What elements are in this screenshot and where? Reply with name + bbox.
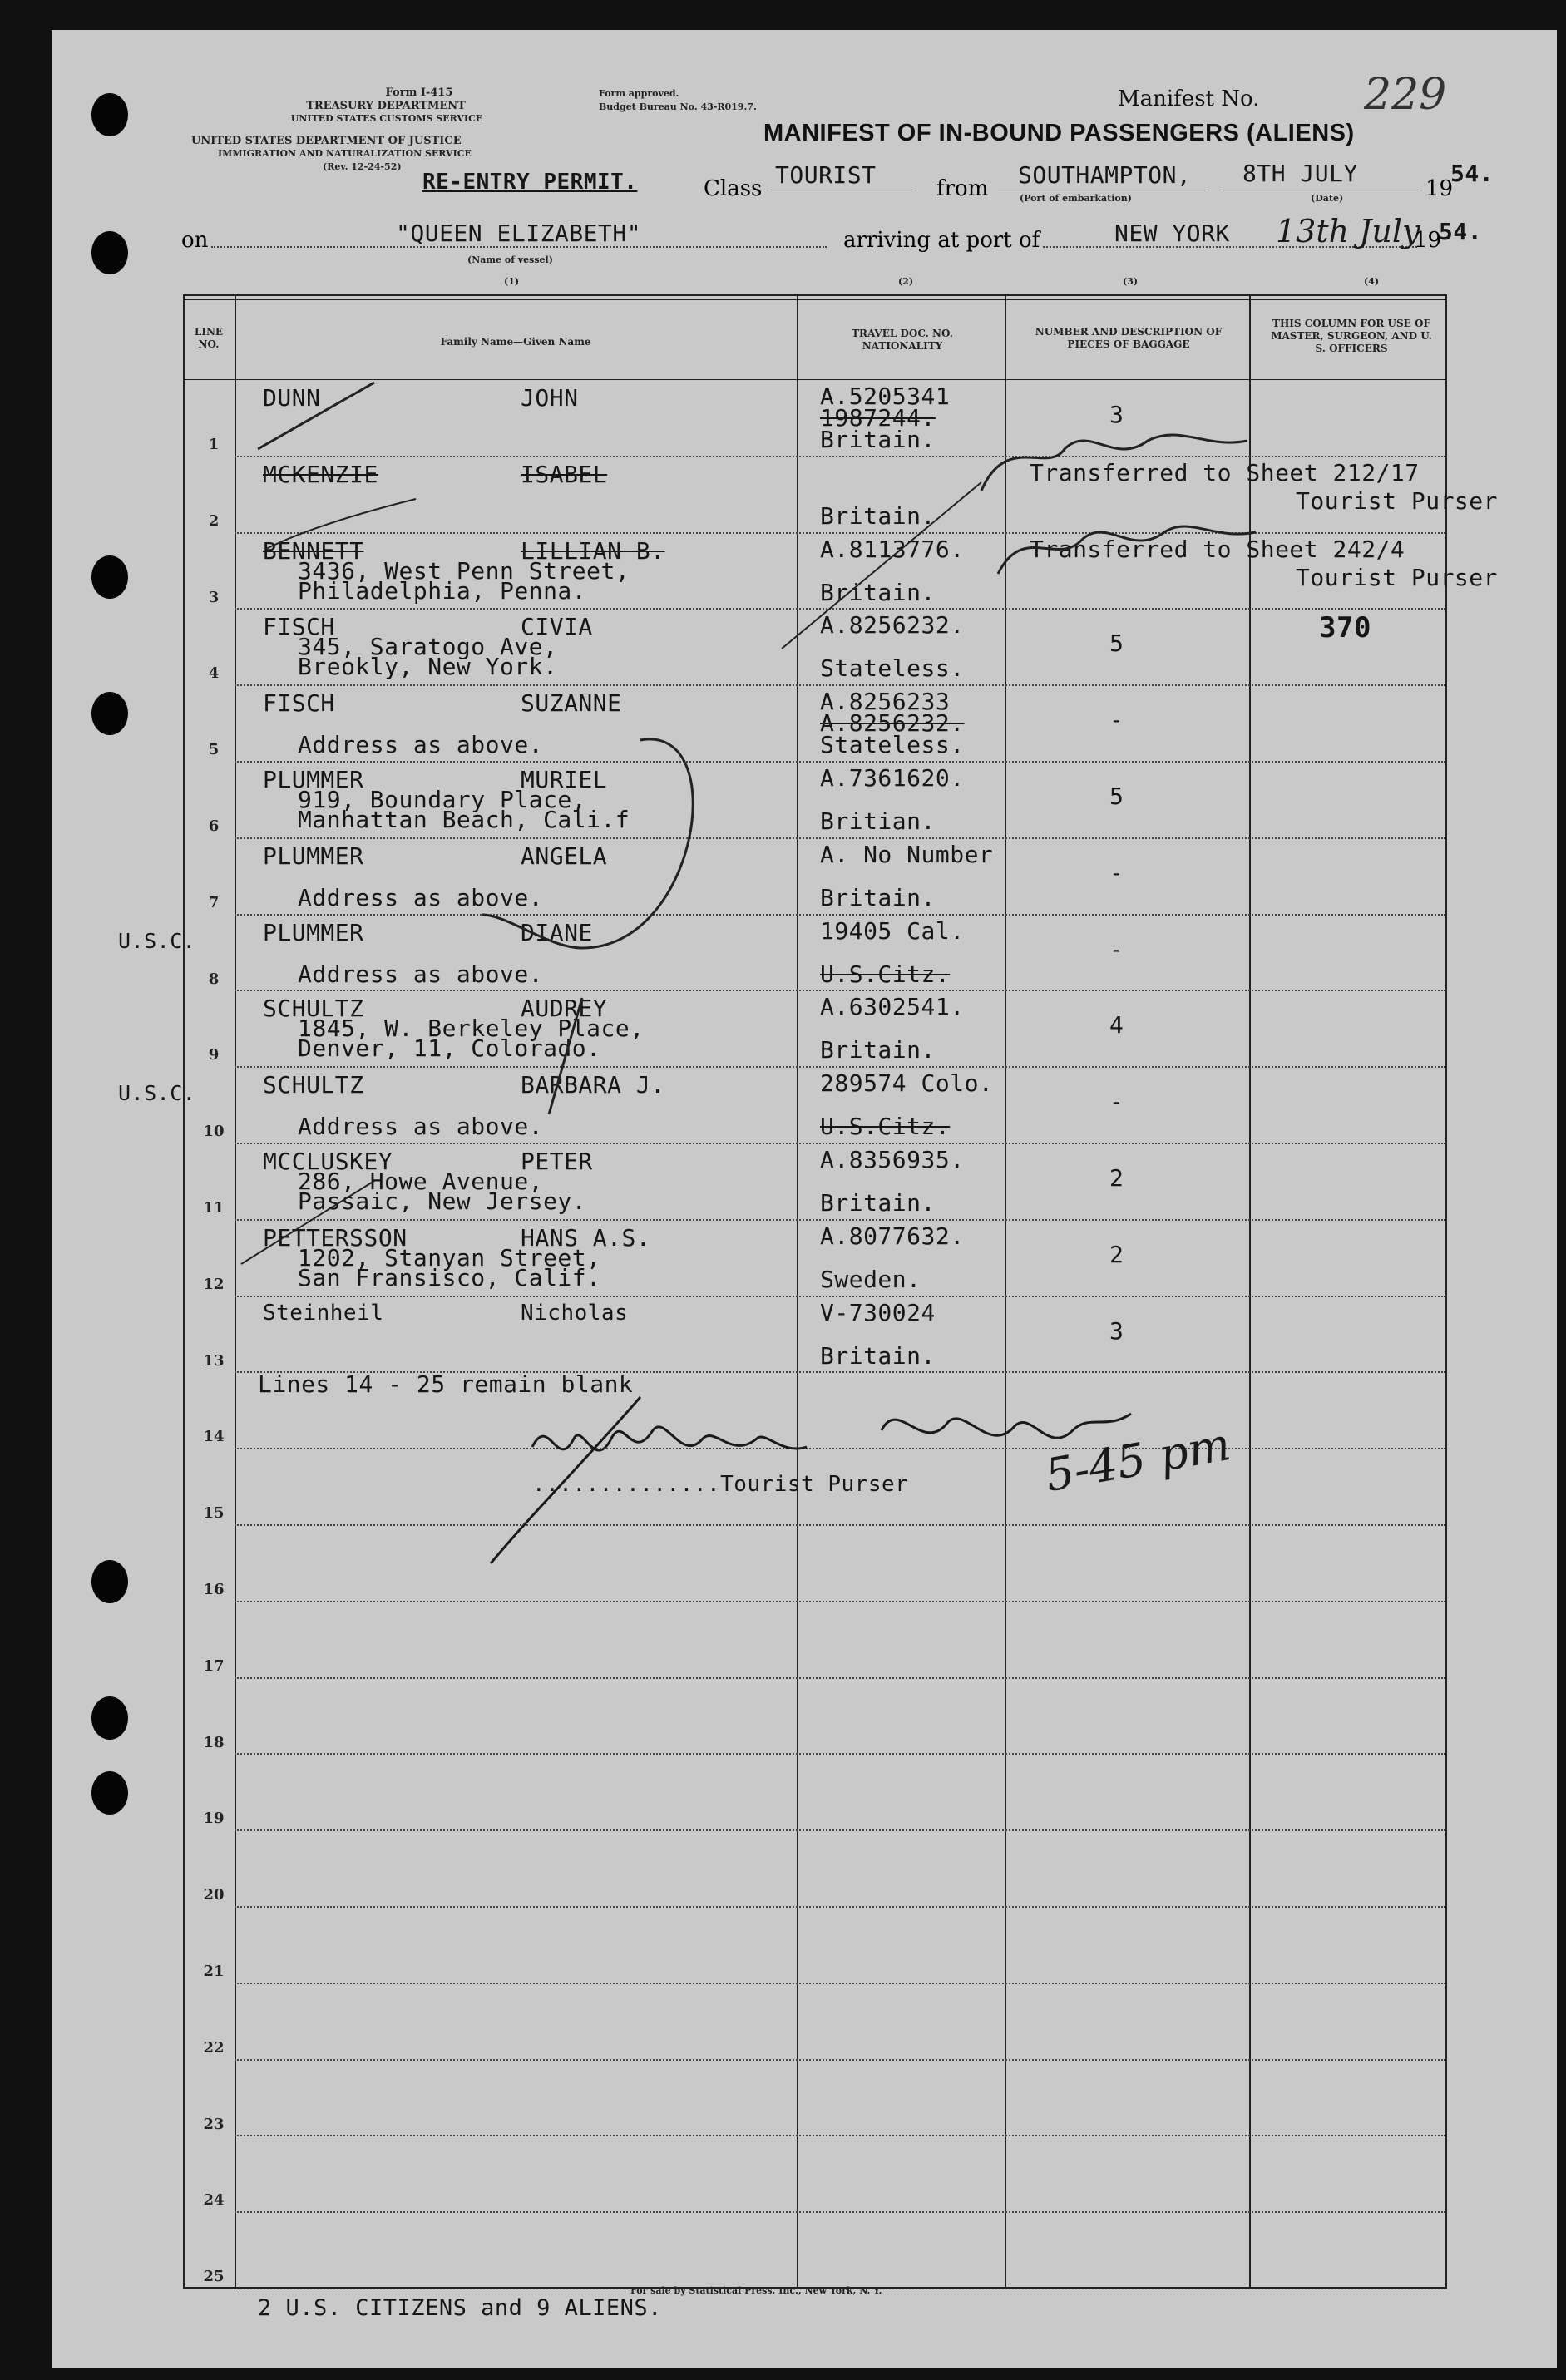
line-number: 12 bbox=[203, 1275, 225, 1293]
form-number: Form I-415 bbox=[385, 86, 453, 99]
manifest-title: MANIFEST OF IN-BOUND PASSENGERS (ALIENS) bbox=[763, 120, 1355, 146]
port-embarkation-caption: (Port of embarkation) bbox=[1020, 193, 1132, 204]
time-note: 5-45 pm bbox=[1041, 1418, 1235, 1502]
family-name: PLUMMER bbox=[263, 766, 364, 793]
family-name: PETTERSSON bbox=[263, 1223, 408, 1252]
punch-hole bbox=[91, 93, 128, 136]
line-number: 15 bbox=[203, 1504, 225, 1523]
line-number: 11 bbox=[203, 1199, 225, 1217]
row-separator bbox=[235, 2211, 1445, 2213]
manifest-no-label: Manifest No. bbox=[1118, 86, 1260, 111]
treasury-dept: TREASURY DEPARTMENT bbox=[306, 100, 466, 112]
col-header-line-no: LINE NO. bbox=[194, 326, 224, 350]
given-name: SUZANNE bbox=[521, 689, 622, 718]
nationality: U.S.Citz. bbox=[820, 1113, 951, 1141]
punch-hole bbox=[91, 555, 128, 599]
punch-hole bbox=[91, 1560, 128, 1603]
line-number: 21 bbox=[203, 1963, 225, 1980]
col-marker-2: (2) bbox=[898, 276, 914, 287]
from-value: SOUTHAMPTON, bbox=[1018, 161, 1192, 189]
travel-doc-number: A.8356935. bbox=[820, 1146, 965, 1173]
given-name: HANS A.S. bbox=[521, 1223, 651, 1252]
col-marker-4: (4) bbox=[1364, 276, 1380, 287]
col-header-travel-doc: TRAVEL DOC. NO. NATIONALITY bbox=[852, 328, 953, 352]
travel-doc-number: A.8256233 bbox=[820, 688, 951, 716]
vessel-name: "QUEEN ELIZABETH" bbox=[396, 220, 642, 247]
line-number: 19 bbox=[203, 1810, 225, 1828]
line-number: 7 bbox=[208, 893, 220, 911]
given-name: AUDREY bbox=[521, 995, 608, 1023]
class-value: TOURIST bbox=[775, 161, 877, 189]
line-number: 13 bbox=[203, 1351, 225, 1370]
family-name: Steinheil bbox=[263, 1300, 384, 1326]
punch-hole bbox=[91, 1771, 128, 1815]
address-line-2: Breokly, New York. bbox=[298, 653, 558, 681]
address-line-2: Denver, 11, Colorado. bbox=[298, 1034, 601, 1063]
address-line-2: Address as above. bbox=[298, 960, 544, 988]
arriving-label: arriving at port of bbox=[843, 228, 1040, 253]
family-name: FISCH bbox=[263, 689, 335, 718]
col-header-baggage: NUMBER AND DESCRIPTION OF PIECES OF BAGGAGE bbox=[1035, 326, 1223, 350]
form-approved: Form approved. bbox=[599, 88, 679, 99]
address-line-1: 3436, West Penn Street, bbox=[298, 556, 630, 585]
purser-note: Tourist Purser bbox=[1296, 563, 1499, 591]
purser-note: Tourist Purser bbox=[1296, 486, 1499, 515]
family-name: PLUMMER bbox=[263, 842, 364, 870]
year-prefix-2: 19 bbox=[1414, 228, 1442, 253]
address-line-1: 1202, Stanyan Street, bbox=[298, 1243, 601, 1271]
travel-doc-number: A.8113776. bbox=[820, 535, 965, 563]
nationality: Britain. bbox=[820, 501, 936, 530]
reentry-permit: RE-ENTRY PERMIT. bbox=[422, 170, 638, 195]
transfer-note: Transferred to Sheet 212/17 bbox=[1030, 458, 1420, 486]
punch-hole bbox=[91, 231, 128, 274]
line-number: 4 bbox=[208, 664, 220, 683]
col-marker-1: (1) bbox=[504, 276, 520, 287]
line-number: 5 bbox=[208, 741, 220, 759]
row-separator bbox=[235, 1753, 1445, 1755]
year-suffix: 54. bbox=[1450, 160, 1494, 187]
line-number: 14 bbox=[203, 1428, 225, 1446]
year-prefix: 19 bbox=[1425, 176, 1454, 201]
us-citizen-margin-mark: U.S.C. bbox=[118, 928, 196, 953]
ins-service: IMMIGRATION AND NATURALIZATION SERVICE bbox=[218, 148, 472, 159]
nationality: Britain. bbox=[820, 426, 936, 453]
baggage-count: 5 bbox=[1109, 783, 1124, 810]
col-header-name: Family Name—Given Name bbox=[440, 336, 591, 348]
family-name: BENNETT bbox=[263, 536, 364, 565]
travel-doc-number: 289574 Colo. bbox=[820, 1069, 994, 1098]
punch-hole bbox=[91, 692, 128, 735]
family-name: FISCH bbox=[263, 613, 335, 641]
transfer-note: Transferred to Sheet 242/4 bbox=[1030, 535, 1405, 563]
baggage-count: 2 bbox=[1109, 1240, 1124, 1268]
travel-doc-number: A.8077632. bbox=[820, 1222, 965, 1250]
table-right-border bbox=[1445, 294, 1447, 2287]
travel-doc-struck: A.8256232. bbox=[820, 709, 965, 738]
nationality: Britain. bbox=[820, 1189, 936, 1217]
given-name: MURIEL bbox=[521, 766, 608, 793]
col-header-officers: THIS COLUMN FOR USE OF MASTER, SURGEON, AND U. S. OFFICERS bbox=[1271, 318, 1432, 354]
printer-credit: For sale by Statistical Press, Inc., New York, N. Y. bbox=[630, 2285, 882, 2296]
nationality: Britain. bbox=[820, 578, 936, 606]
nationality: Stateless. bbox=[820, 731, 965, 759]
blank-lines-note: Lines 14 - 25 remain blank bbox=[258, 1370, 634, 1398]
punch-hole bbox=[91, 1696, 128, 1740]
family-name: SCHULTZ bbox=[263, 995, 364, 1023]
address-line-2: Address as above. bbox=[298, 731, 544, 759]
row-separator bbox=[235, 1983, 1445, 1984]
address-line-2: Address as above. bbox=[298, 1113, 544, 1141]
nationality: Britain. bbox=[820, 883, 936, 911]
family-name: DUNN bbox=[263, 384, 321, 412]
row-separator bbox=[235, 1829, 1445, 1831]
given-name: ISABEL bbox=[521, 460, 608, 488]
address-line-1: 1845, W. Berkeley Place, bbox=[298, 1015, 645, 1043]
passenger-total: 2 U.S. CITIZENS and 9 ALIENS. bbox=[258, 2295, 662, 2321]
line-number: 9 bbox=[208, 1046, 220, 1064]
line-number: 1 bbox=[208, 436, 220, 453]
line-number: 24 bbox=[203, 2191, 225, 2210]
row-separator bbox=[235, 1906, 1445, 1908]
given-name: JOHN bbox=[521, 384, 579, 412]
baggage-count: 3 bbox=[1109, 401, 1124, 428]
line-number: 2 bbox=[208, 511, 220, 530]
table-top-border bbox=[183, 294, 1447, 296]
nationality: Britian. bbox=[820, 807, 936, 835]
address-line-2: San Fransisco, Calif. bbox=[298, 1263, 601, 1291]
row-separator bbox=[235, 1601, 1445, 1602]
family-name: MCKENZIE bbox=[263, 460, 378, 488]
baggage-count: - bbox=[1109, 1088, 1124, 1116]
officer-note: 370 bbox=[1319, 611, 1371, 645]
nationality: Britain. bbox=[820, 1036, 936, 1064]
nationality: Sweden. bbox=[820, 1265, 921, 1293]
row-separator bbox=[235, 2059, 1445, 2061]
nationality: U.S.Citz. bbox=[820, 960, 951, 988]
family-name: PLUMMER bbox=[263, 918, 364, 946]
address-line-2: Passaic, New Jersey. bbox=[298, 1188, 587, 1215]
line-number: 22 bbox=[203, 2038, 225, 2057]
address-line-2: Manhattan Beach, Cali.f bbox=[298, 806, 630, 833]
budget-bureau: Budget Bureau No. 43-R019.7. bbox=[599, 101, 757, 112]
address-line-1: 919, Boundary Place, bbox=[298, 786, 587, 813]
departure-date: 8TH JULY bbox=[1242, 160, 1358, 187]
given-name: CIVIA bbox=[521, 613, 593, 641]
baggage-count: 3 bbox=[1109, 1316, 1124, 1345]
baggage-count: 2 bbox=[1109, 1164, 1124, 1192]
purser-signature-line: ..............Tourist Purser bbox=[532, 1472, 909, 1497]
family-name: MCCLUSKEY bbox=[263, 1148, 393, 1175]
given-name: DIANE bbox=[521, 918, 593, 946]
from-label: from bbox=[936, 176, 989, 201]
travel-doc-number: A.6302541. bbox=[820, 993, 965, 1021]
line-number: 20 bbox=[203, 1886, 225, 1904]
line-number: 10 bbox=[203, 1123, 225, 1141]
travel-doc-number: A.5205341 bbox=[820, 383, 951, 410]
line-number: 8 bbox=[208, 970, 220, 988]
line-number: 16 bbox=[203, 1581, 225, 1598]
given-name: ANGELA bbox=[521, 842, 608, 870]
travel-doc-struck: 1987244. bbox=[820, 404, 936, 432]
handwritten-marks bbox=[233, 366, 1414, 1447]
nationality: Stateless. bbox=[820, 654, 965, 683]
baggage-count: 5 bbox=[1109, 630, 1124, 658]
year-suffix-2: 54. bbox=[1439, 218, 1483, 245]
row-separator bbox=[235, 2135, 1445, 2136]
travel-doc-number: 19405 Cal. bbox=[820, 916, 965, 945]
address-line-2: Philadelphia, Penna. bbox=[298, 576, 587, 605]
given-name: LILLIAN B. bbox=[521, 536, 665, 565]
line-number: 3 bbox=[208, 588, 220, 606]
us-citizen-margin-mark: U.S.C. bbox=[118, 1081, 196, 1106]
line-number: 18 bbox=[203, 1733, 225, 1751]
date-caption: (Date) bbox=[1311, 193, 1344, 204]
baggage-count: - bbox=[1109, 858, 1124, 886]
line-number: 17 bbox=[203, 1657, 225, 1675]
baggage-count: 4 bbox=[1109, 1011, 1124, 1039]
manifest-number: 229 bbox=[1364, 70, 1447, 120]
table-left-border bbox=[183, 294, 185, 2287]
col-marker-3: (3) bbox=[1123, 276, 1139, 287]
travel-doc-number: A. No Number bbox=[820, 840, 994, 868]
travel-doc-number: A.7361620. bbox=[820, 764, 965, 792]
given-name: Nicholas bbox=[521, 1300, 629, 1326]
nationality: Britain. bbox=[820, 1341, 936, 1370]
row-separator bbox=[235, 1677, 1445, 1679]
given-name: PETER bbox=[521, 1148, 593, 1175]
address-line-1: 345, Saratogo Ave, bbox=[298, 633, 558, 661]
travel-doc-number: V-730024 bbox=[820, 1298, 936, 1326]
arrival-port: NEW YORK bbox=[1114, 220, 1230, 247]
family-name: SCHULTZ bbox=[263, 1071, 364, 1099]
address-line-2: Address as above. bbox=[298, 883, 544, 911]
justice-dept: UNITED STATES DEPARTMENT OF JUSTICE bbox=[191, 135, 462, 147]
revision: (Rev. 12-24-52) bbox=[323, 161, 402, 172]
arrival-date: 13th July bbox=[1276, 213, 1420, 249]
given-name: BARBARA J. bbox=[521, 1071, 665, 1099]
baggage-count: - bbox=[1109, 706, 1124, 734]
line-number: 23 bbox=[203, 2115, 225, 2133]
vessel-caption: (Name of vessel) bbox=[467, 254, 553, 265]
customs-service: UNITED STATES CUSTOMS SERVICE bbox=[290, 113, 483, 124]
line-number: 6 bbox=[208, 817, 220, 835]
class-label: Class bbox=[704, 176, 763, 201]
baggage-count: - bbox=[1109, 935, 1124, 963]
on-label: on bbox=[181, 228, 209, 253]
travel-doc-number: A.8256232. bbox=[820, 611, 965, 639]
address-line-1: 286, Howe Avenue, bbox=[298, 1168, 544, 1195]
line-number: 25 bbox=[203, 2268, 225, 2286]
